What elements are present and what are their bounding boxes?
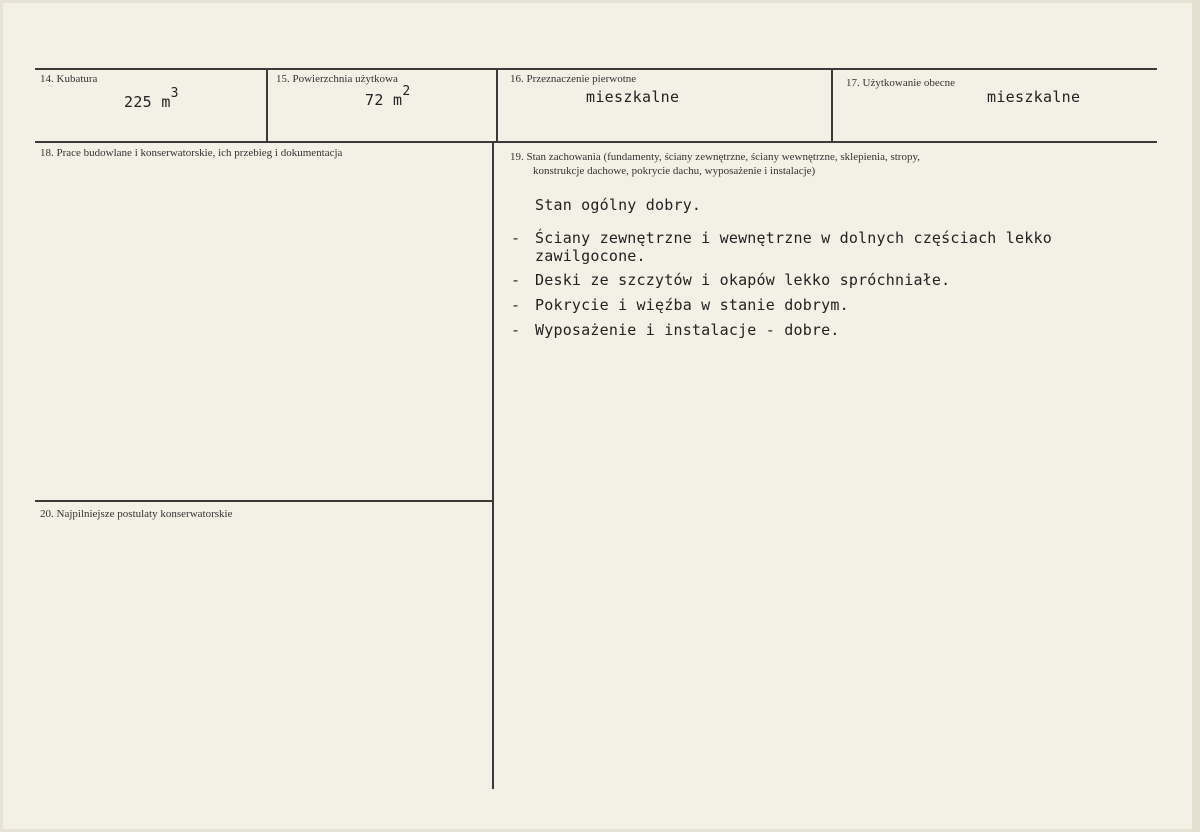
condition-item <box>511 296 849 314</box>
field-19-label-line2: konstrukcje dachowe, pokrycie dachu, wyposażenie i instalacje) <box>533 165 816 177</box>
condition-item <box>511 271 950 289</box>
item-text: Pokrycie i więźba w stanie dobrym. <box>535 296 849 314</box>
field-17-value: mieszkalne <box>987 88 1081 106</box>
item-dash: - <box>511 271 521 289</box>
item-dash: - <box>511 321 521 339</box>
condition-item <box>511 321 840 339</box>
item-text-continuation: zawilgocone. <box>535 247 646 265</box>
card-edge <box>1192 0 1200 832</box>
condition-item <box>511 229 1052 265</box>
item-text: Wyposażenie i instalacje - dobre. <box>535 321 840 339</box>
col-divider-2 <box>496 68 498 142</box>
field-14-value: 225 $m^3$ <box>124 86 179 111</box>
middle-row-border <box>35 141 1157 143</box>
condition-summary: Stan ogólny dobry. <box>535 196 702 214</box>
main-column-divider <box>492 141 494 789</box>
field-20-label: 20. Najpilniejsze postulaty konserwatorskie <box>40 508 233 520</box>
field-18-label: 18. Prace budowlane i konserwatorskie, ich przebieg i dokumentacja <box>40 147 343 159</box>
item-dash: - <box>511 229 521 247</box>
field-14-label: 14. Kubatura <box>40 73 98 85</box>
field-15-value: 72 $m^2$ <box>365 84 411 109</box>
field-15-label: 15. Powierzchnia użytkowa <box>276 73 398 85</box>
col-divider-3 <box>831 68 833 142</box>
item-text: Deski ze szczytów i okapów lekko spróchniałe. <box>535 271 951 289</box>
top-row-border <box>35 68 1157 70</box>
item-text: Ściany zewnętrzne i wewnętrzne w dolnych częściach lekko <box>535 229 1052 247</box>
field-16-value: mieszkalne <box>586 88 680 106</box>
item-dash: - <box>511 296 521 314</box>
field-17-label: 17. Użytkowanie obecne <box>846 77 956 89</box>
field-16-label: 16. Przeznaczenie pierwotne <box>510 73 637 85</box>
col-divider-1 <box>266 68 268 142</box>
field-18-20-divider <box>35 500 494 502</box>
field-19-label-line1: 19. Stan zachowania (fundamenty, ściany zewnętrzne, ściany wewnętrzne, sklepienia, stropy, <box>510 151 921 163</box>
